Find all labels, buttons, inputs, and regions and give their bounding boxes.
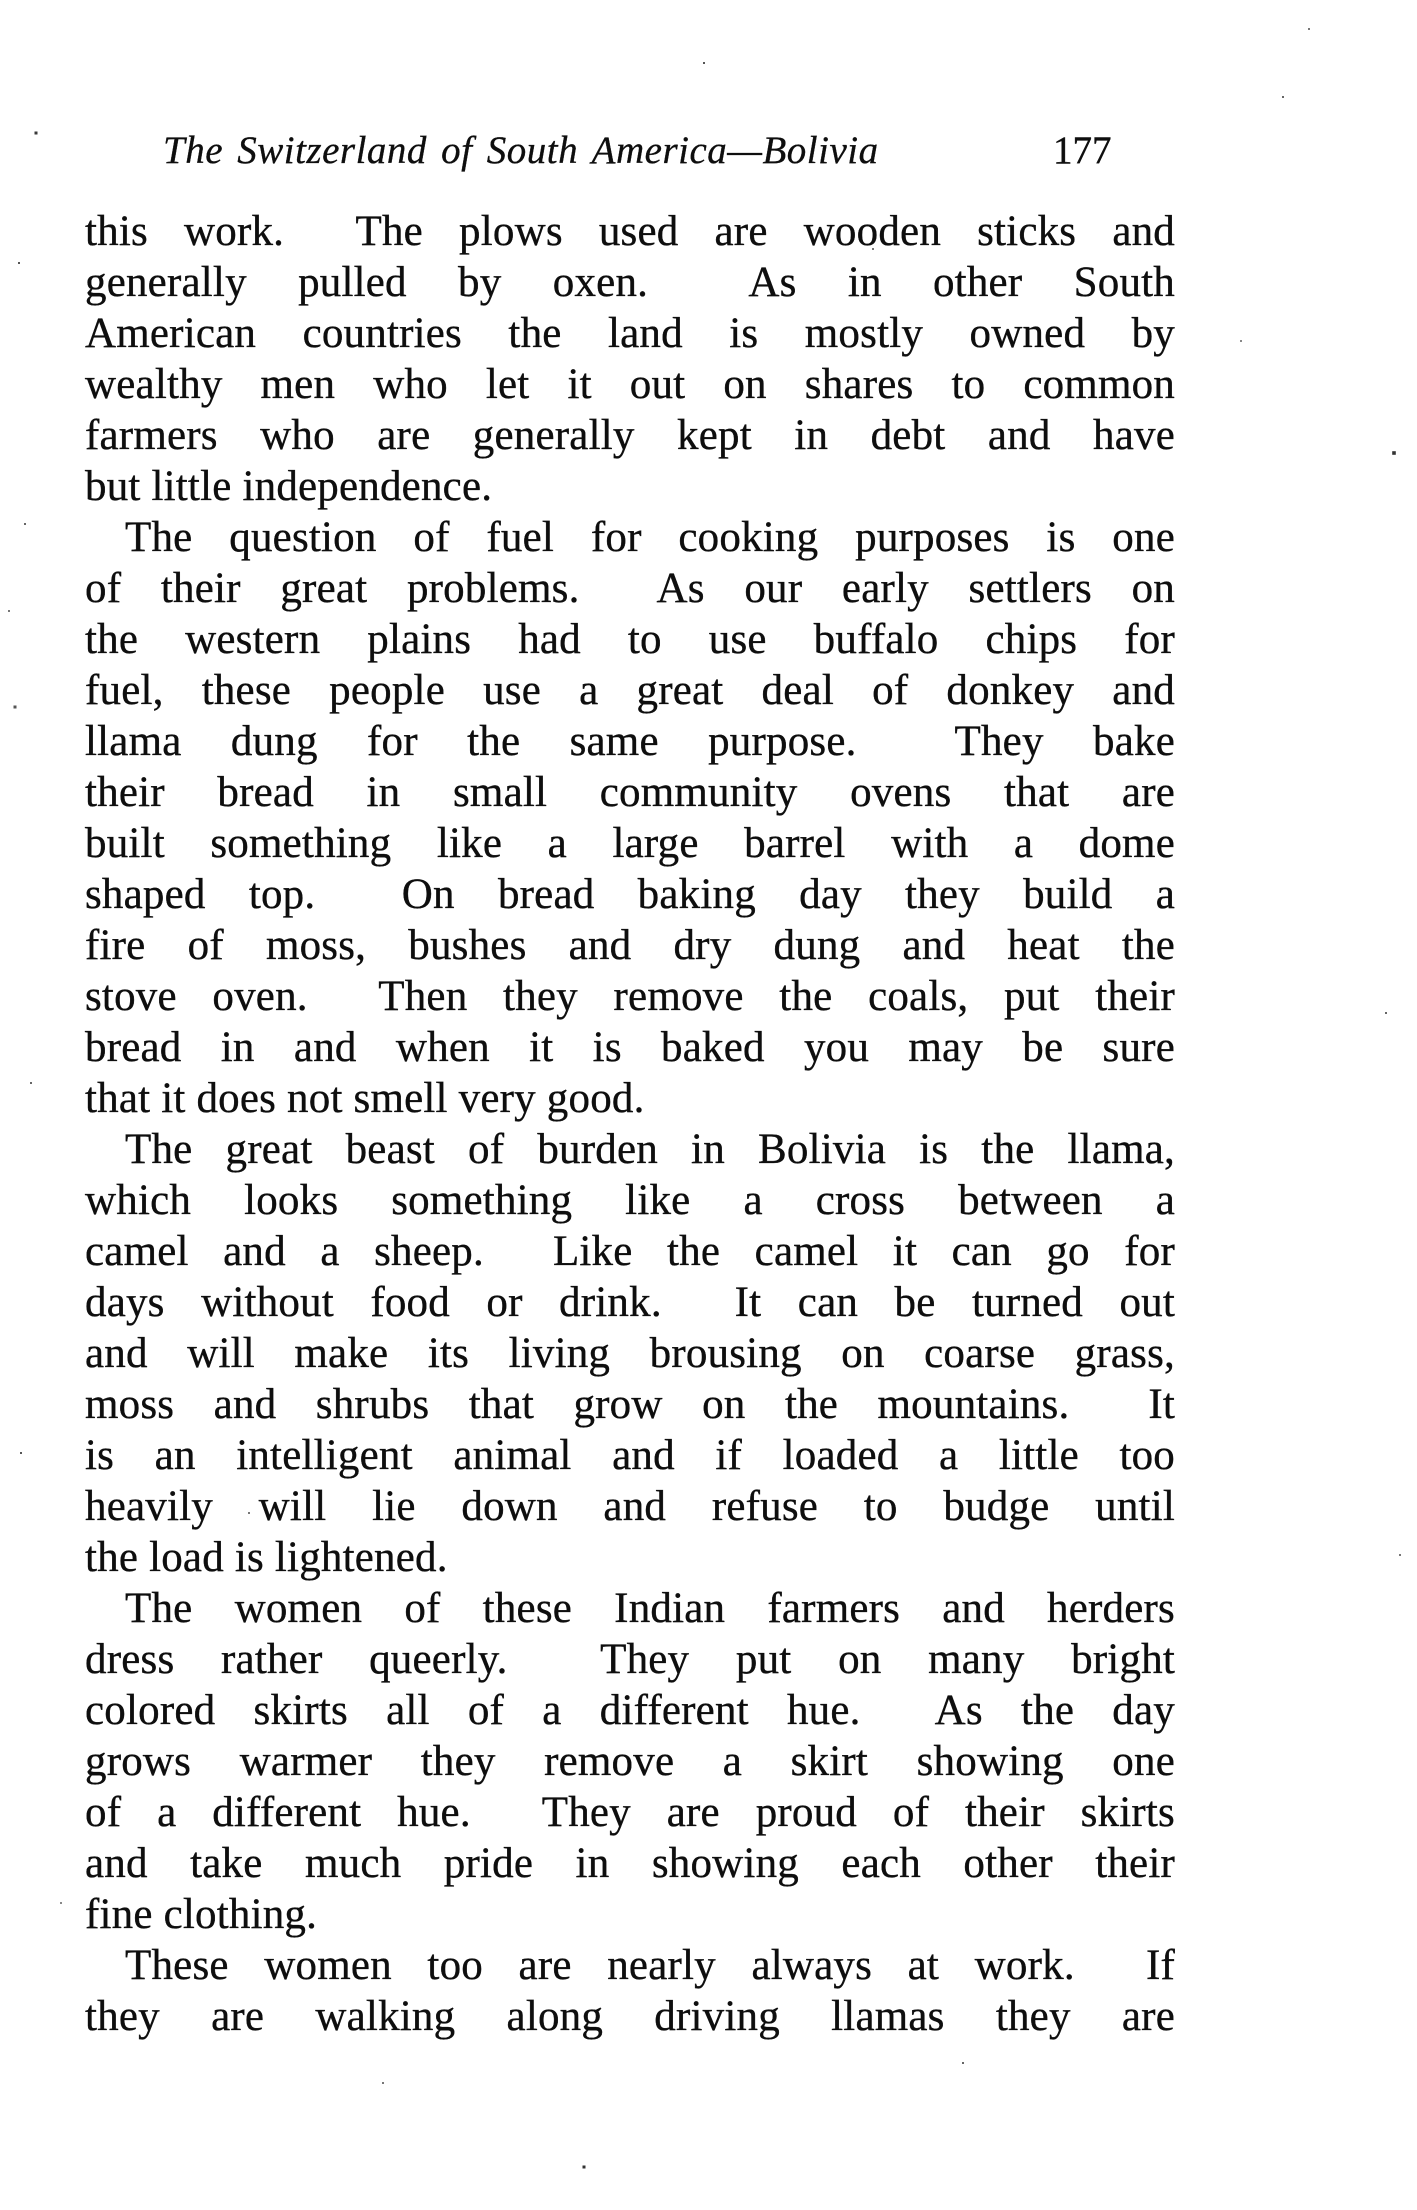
text-line: built something like a large barrel with a dome (85, 820, 1175, 867)
page-body (85, 206, 1175, 2042)
text-line: fuel, these people use a great deal of donkey and (85, 667, 1175, 714)
text-line: generally pulled by oxen. As in other South (85, 259, 1175, 306)
text-line: These women too are nearly always at work. If (125, 1942, 1175, 1989)
text-line: llama dung for the same purpose. They bake (85, 718, 1175, 765)
text-line: farmers who are generally kept in debt and have (85, 412, 1175, 459)
text-line: heavily will lie down and refuse to budge until (85, 1483, 1175, 1530)
text-line: the western plains had to use buffalo chips for (85, 616, 1175, 663)
text-line: moss and shrubs that grow on the mountains. It (85, 1381, 1175, 1428)
text-line: but little independence. (85, 463, 493, 510)
text-line: days without food or drink. It can be turned out (85, 1279, 1175, 1326)
page-number: 177 (1053, 129, 1112, 172)
text-line: fire of moss, bushes and dry dung and heat the (85, 922, 1175, 969)
text-line: their bread in small community ovens that are (85, 769, 1175, 816)
text-line: The question of fuel for cooking purposes is one (125, 514, 1175, 561)
text-line: that it does not smell very good. (85, 1075, 645, 1122)
text-line: grows warmer they remove a skirt showing one (85, 1738, 1175, 1785)
text-line: they are walking along driving llamas they are (85, 1993, 1175, 2040)
text-line: dress rather queerly. They put on many bright (85, 1636, 1175, 1683)
text-line: of a different hue. They are proud of their skirts (85, 1789, 1175, 1836)
scan-speck-artifacts (0, 0, 2, 2)
text-line: The women of these Indian farmers and herders (125, 1585, 1175, 1632)
text-line: camel and a sheep. Like the camel it can go for (85, 1228, 1175, 1275)
text-line: is an intelligent animal and if loaded a little too (85, 1432, 1175, 1479)
text-line: the load is lightened. (85, 1534, 448, 1581)
text-line: and take much pride in showing each other their (85, 1840, 1175, 1887)
text-line: of their great problems. As our early settlers on (85, 565, 1175, 612)
text-line: American countries the land is mostly owned by (85, 310, 1175, 357)
text-line: wealthy men who let it out on shares to common (85, 361, 1175, 408)
text-line: this work. The plows used are wooden sticks and (85, 208, 1175, 255)
text-line: colored skirts all of a different hue. As the day (85, 1687, 1175, 1734)
running-title: The Switzerland of South America—Bolivia (163, 129, 879, 172)
text-line: stove oven. Then they remove the coals, put their (85, 973, 1175, 1020)
running-header (0, 128, 1417, 184)
text-line: which looks something like a cross between a (85, 1177, 1175, 1224)
text-line: fine clothing. (85, 1891, 318, 1938)
text-line: and will make its living brousing on coarse grass, (85, 1330, 1175, 1377)
text-line: bread in and when it is baked you may be sure (85, 1024, 1175, 1071)
text-line: The great beast of burden in Bolivia is the llama, (125, 1126, 1175, 1173)
text-line: shaped top. On bread baking day they build a (85, 871, 1175, 918)
